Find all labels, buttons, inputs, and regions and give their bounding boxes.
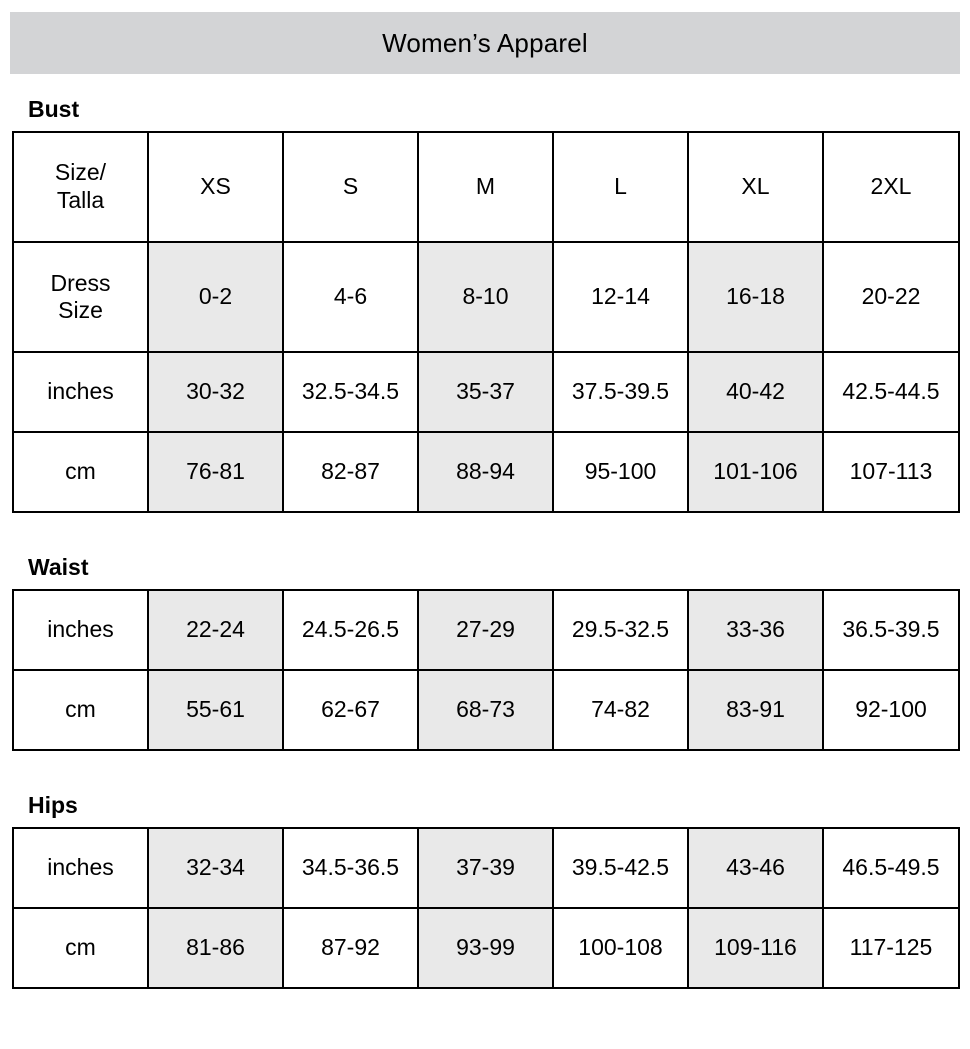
cell-hips-inches-xl: 43-46	[688, 828, 823, 908]
header-size-line2: Talla	[56, 187, 105, 213]
cell-waist-inches-s: 24.5-26.5	[283, 590, 418, 670]
section-waist	[12, 556, 958, 751]
cell-bust-cm-l: 95-100	[553, 432, 688, 512]
header-cell-s: S	[283, 132, 418, 242]
table-bust	[12, 131, 960, 513]
cell-hips-cm-m: 93-99	[418, 908, 553, 988]
row-label-inches: inches	[13, 590, 148, 670]
cell-bust-cm-2xl: 107-113	[823, 432, 959, 512]
cell-dress-size-s: 4-6	[283, 242, 418, 352]
table-row	[13, 908, 959, 988]
table-row	[13, 432, 959, 512]
cell-bust-inches-xl: 40-42	[688, 352, 823, 432]
cell-hips-inches-s: 34.5-36.5	[283, 828, 418, 908]
cell-bust-cm-xs: 76-81	[148, 432, 283, 512]
table-row	[13, 828, 959, 908]
cell-hips-inches-xs: 32-34	[148, 828, 283, 908]
cell-dress-size-xl: 16-18	[688, 242, 823, 352]
cell-hips-cm-xl: 109-116	[688, 908, 823, 988]
cell-hips-inches-2xl: 46.5-49.5	[823, 828, 959, 908]
cell-waist-cm-xs: 55-61	[148, 670, 283, 750]
cell-bust-cm-m: 88-94	[418, 432, 553, 512]
cell-waist-inches-xs: 22-24	[148, 590, 283, 670]
cell-bust-inches-s: 32.5-34.5	[283, 352, 418, 432]
cell-hips-cm-s: 87-92	[283, 908, 418, 988]
row-label-cm: cm	[13, 908, 148, 988]
chart-title-bar	[10, 12, 960, 74]
cell-hips-inches-m: 37-39	[418, 828, 553, 908]
cell-hips-inches-l: 39.5-42.5	[553, 828, 688, 908]
page-title: Women’s Apparel	[382, 27, 588, 58]
cell-dress-size-m: 8-10	[418, 242, 553, 352]
row-label-line2: Size	[58, 297, 103, 323]
cell-waist-inches-xl: 33-36	[688, 590, 823, 670]
row-label-cm: cm	[13, 670, 148, 750]
header-cell-m: M	[418, 132, 553, 242]
row-label-inches: inches	[13, 352, 148, 432]
cell-waist-cm-2xl: 92-100	[823, 670, 959, 750]
header-cell-l: L	[553, 132, 688, 242]
section-label-bust: Bust	[28, 96, 80, 122]
table-waist	[12, 589, 960, 751]
cell-hips-cm-2xl: 117-125	[823, 908, 959, 988]
header-cell-xl: XL	[688, 132, 823, 242]
cell-waist-cm-l: 74-82	[553, 670, 688, 750]
cell-bust-inches-2xl: 42.5-44.5	[823, 352, 959, 432]
cell-waist-cm-s: 62-67	[283, 670, 418, 750]
table-row	[13, 590, 959, 670]
header-cell-2xl: 2XL	[823, 132, 959, 242]
row-label-line1: Dress	[50, 269, 111, 296]
cell-bust-inches-l: 37.5-39.5	[553, 352, 688, 432]
cell-dress-size-2xl: 20-22	[823, 242, 959, 352]
cell-bust-cm-xl: 101-106	[688, 432, 823, 512]
header-size-line1: Size/	[54, 159, 107, 186]
header-cell-size-talla	[13, 132, 148, 242]
cell-waist-inches-m: 27-29	[418, 590, 553, 670]
header-cell-xs: XS	[148, 132, 283, 242]
table-header-row	[13, 132, 959, 242]
section-hips	[12, 794, 958, 989]
section-label-hips: Hips	[28, 792, 78, 818]
section-label-waist: Waist	[28, 554, 89, 580]
cell-waist-cm-m: 68-73	[418, 670, 553, 750]
row-label-inches: inches	[13, 828, 148, 908]
table-row	[13, 352, 959, 432]
section-bust	[12, 98, 958, 513]
cell-bust-inches-m: 35-37	[418, 352, 553, 432]
cell-bust-inches-xs: 30-32	[148, 352, 283, 432]
cell-hips-cm-xs: 81-86	[148, 908, 283, 988]
table-hips	[12, 827, 960, 989]
cell-bust-cm-s: 82-87	[283, 432, 418, 512]
cell-hips-cm-l: 100-108	[553, 908, 688, 988]
cell-waist-inches-l: 29.5-32.5	[553, 590, 688, 670]
row-label-cm: cm	[13, 432, 148, 512]
cell-dress-size-xs: 0-2	[148, 242, 283, 352]
row-label-dress-size	[13, 242, 148, 352]
table-row	[13, 242, 959, 352]
cell-dress-size-l: 12-14	[553, 242, 688, 352]
cell-waist-cm-xl: 83-91	[688, 670, 823, 750]
cell-waist-inches-2xl: 36.5-39.5	[823, 590, 959, 670]
table-row	[13, 670, 959, 750]
